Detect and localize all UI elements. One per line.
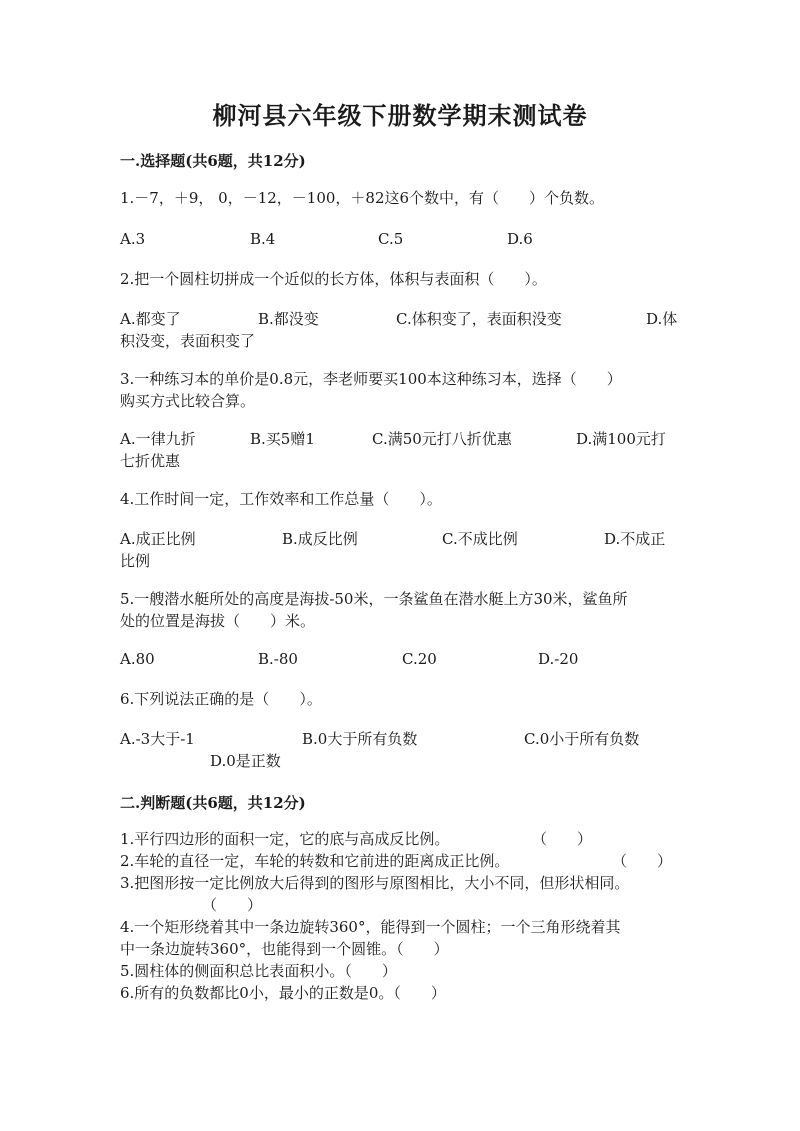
tf-item-2-text: 2.车轮的直径一定，车轮的转数和它前进的距离成正比例。 xyxy=(120,852,510,870)
q1-option-a: A.3 xyxy=(120,230,146,248)
q5-option-d: D.-20 xyxy=(538,650,579,668)
q5-stem-line2: 处的位置是海拔（ ）米。 xyxy=(120,612,316,630)
tf-item-1 xyxy=(120,828,680,850)
q2-option-a: A.都变了 xyxy=(120,310,181,328)
tf-item-3-cont xyxy=(120,894,680,916)
tf-item-3 xyxy=(120,872,680,894)
q2-option-d: D.体 xyxy=(646,310,678,328)
question-1-stem: 1.－7，＋9， 0，－12，－100，＋82这6个数中，有（ ）个负数。 xyxy=(120,189,605,207)
question-2-stem: 2.把一个圆柱切拼成一个近似的长方体，体积与表面积（ ）。 xyxy=(120,270,547,288)
question-2-options xyxy=(120,308,680,352)
question-6-stem: 6.下列说法正确的是（ ）。 xyxy=(120,690,322,708)
q1-option-d: D.6 xyxy=(507,230,533,248)
q4-option-d-wrap: 比例 xyxy=(120,552,151,570)
tf-item-5-text: 5.圆柱体的侧面积总比表面积小。 xyxy=(120,962,345,980)
q2-option-c: C.体积变了，表面积没变 xyxy=(396,310,562,328)
tf-item-4-answer: （ ） xyxy=(396,940,449,958)
q3-option-b: B.买5赠1 xyxy=(250,430,315,448)
q4-option-b: B.成反比例 xyxy=(282,530,358,548)
tf-item-1-answer: （ ） xyxy=(532,830,593,848)
q3-option-a: A.一律九折 xyxy=(120,430,196,448)
tf-item-4-text2: 中一条边旋转360°，也能得到一个圆锥。 xyxy=(120,940,397,958)
q2-option-b: B.都没变 xyxy=(258,310,319,328)
tf-item-4-cont xyxy=(120,938,680,960)
tf-item-6-text: 6.所有的负数都比0小，最小的正数是0。 xyxy=(120,984,394,1002)
q3-option-d: D.满100元打 xyxy=(576,430,666,448)
question-3-options xyxy=(120,428,680,472)
tf-item-2 xyxy=(120,850,680,872)
q6-option-c: C.0小于所有负数 xyxy=(524,730,640,748)
q4-option-a: A.成正比例 xyxy=(120,530,196,548)
q4-option-c: C.不成比例 xyxy=(442,530,518,548)
tf-item-5-answer: （ ） xyxy=(344,962,397,980)
q6-option-d: D.0是正数 xyxy=(210,752,281,770)
question-5-options xyxy=(120,648,680,692)
q1-option-c: C.5 xyxy=(378,230,404,248)
q6-option-b: B.0大于所有负数 xyxy=(302,730,418,748)
tf-item-5 xyxy=(120,960,680,982)
section1-heading: 一.选择题(共6题，共12分) xyxy=(120,152,306,170)
q3-option-c: C.满50元打八折优惠 xyxy=(372,430,512,448)
q3-option-d-wrap: 七折优惠 xyxy=(120,452,181,470)
q2-option-d-wrap: 积没变，表面积变了 xyxy=(120,332,256,350)
section2-heading: 二.判断题(共6题，共12分) xyxy=(120,794,306,812)
question-4-stem: 4.工作时间一定，工作效率和工作总量（ ）。 xyxy=(120,490,442,508)
q5-option-a: A.80 xyxy=(120,650,155,668)
q3-stem-line1: 3.一种练习本的单价是0.8元，李老师要买100本这种练习本，选择（ ） xyxy=(120,370,622,388)
q5-option-c: C.20 xyxy=(402,650,437,668)
q1-option-b: B.4 xyxy=(250,230,276,248)
question-6-options xyxy=(120,728,680,772)
q4-option-d: D.不成正 xyxy=(604,530,666,548)
q3-stem-line2: 购买方式比较合算。 xyxy=(120,392,256,410)
question-5-stem xyxy=(120,588,680,632)
question-4-options xyxy=(120,528,680,572)
tf-item-1-text: 1.平行四边形的面积一定，它的底与高成反比例。 xyxy=(120,830,450,848)
question-3-stem xyxy=(120,368,680,412)
q5-stem-line1: 5.一艘潜水艇所处的高度是海拔-50米，一条鲨鱼在潜水艇上方30米，鲨鱼所 xyxy=(120,590,628,608)
question-1-options xyxy=(120,228,680,272)
q6-option-a: A.-3大于-1 xyxy=(120,730,195,748)
tf-item-3-text: 3.把图形按一定比例放大后得到的图形与原图相比，大小不同，但形状相同。 xyxy=(120,874,630,892)
q5-option-b: B.-80 xyxy=(258,650,298,668)
tf-item-2-answer: （ ） xyxy=(612,852,673,870)
tf-item-3-answer: （ ） xyxy=(202,896,263,914)
tf-item-4 xyxy=(120,916,680,938)
tf-item-4-text: 4.一个矩形绕着其中一条边旋转360°，能得到一个圆柱；一个三角形绕着其 xyxy=(120,918,621,936)
true-false-list xyxy=(120,828,680,1004)
tf-item-6-answer: （ ） xyxy=(393,984,446,1002)
exam-title: 柳河县六年级下册数学期末测试卷 xyxy=(212,101,588,130)
tf-item-6 xyxy=(120,982,680,1004)
